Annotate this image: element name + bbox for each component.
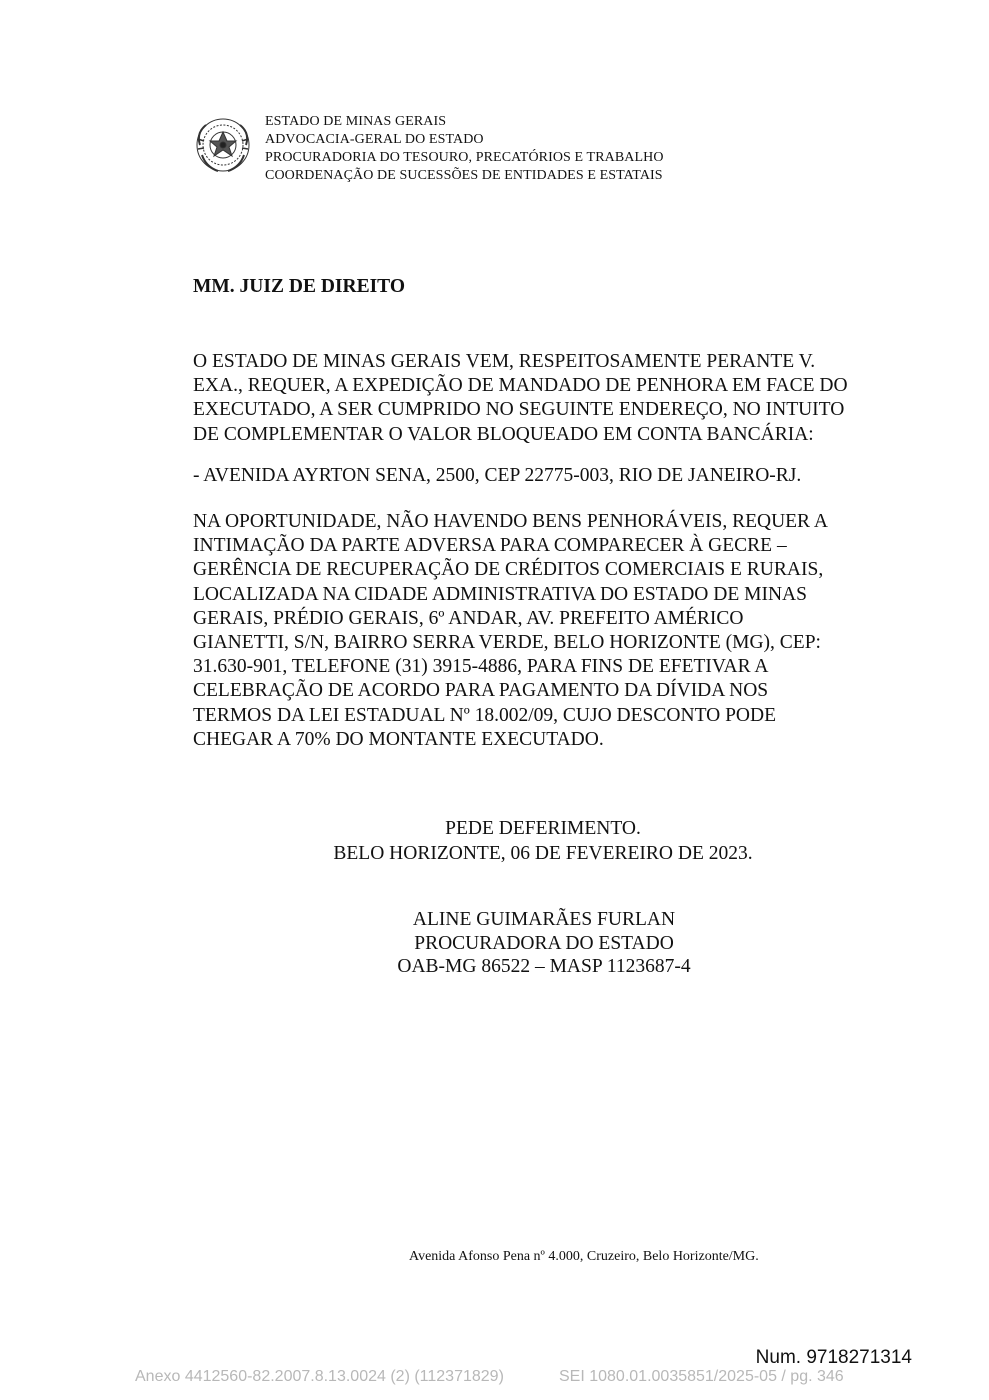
closing-block — [193, 816, 893, 866]
paragraph-line: TERMOS DA LEI ESTADUAL Nº 18.002/09, CUJO DESCONTO PODE — [193, 704, 777, 726]
letterhead-line-state: ESTADO DE MINAS GERAIS — [265, 114, 447, 129]
paragraph-line: DE COMPLEMENTAR O VALOR BLOQUEADO EM CONTA BANCÁRIA: — [193, 423, 814, 445]
address-paragraph — [193, 464, 801, 488]
paragraph-line: CELEBRAÇÃO DE ACORDO PARA PAGAMENTO DA DÍVIDA NOS — [193, 680, 769, 702]
letterhead-line-agency: ADVOCACIA-GERAL DO ESTADO — [265, 132, 484, 147]
signatory-title: PROCURADORA DO ESTADO — [414, 932, 674, 954]
signature-block — [300, 908, 788, 979]
annex-stamp: Anexo 4412560-82.2007.8.13.0024 (2) (112371829) — [135, 1368, 504, 1385]
paragraph-line: GIANETTI, S/N, BAIRRO SERRA VERDE, BELO HORIZONTE (MG), CEP: — [193, 632, 821, 654]
coat-of-arms-icon — [192, 115, 254, 175]
document-number: Num. 9718271314 — [755, 1347, 912, 1368]
closing-place-date: BELO HORIZONTE, 06 DE FEVEREIRO DE 2023. — [333, 843, 753, 864]
paragraph-line: 31.630-901, TELEFONE (31) 3915-4886, PARA FINS DE EFETIVAR A — [193, 656, 769, 678]
paragraph-line: EXECUTADO, A SER CUMPRIDO NO SEGUINTE ENDEREÇO, NO INTUITO — [193, 399, 845, 421]
summons-paragraph — [193, 510, 828, 752]
request-paragraph — [193, 350, 848, 447]
signatory-registration: OAB-MG 86522 – MASP 1123687-4 — [397, 956, 691, 977]
letterhead-line-procuracy: PROCURADORIA DO TESOURO, PRECATÓRIOS E TRABALHO — [265, 150, 664, 165]
closing-request: PEDE DEFERIMENTO. — [445, 818, 641, 839]
letterhead-line-coordination: COORDENAÇÃO DE SUCESSÕES DE ENTIDADES E ESTATAIS — [265, 168, 663, 183]
footer-address: Avenida Afonso Pena nº 4.000, Cruzeiro, Belo Horizonte/MG. — [409, 1249, 759, 1264]
letterhead — [265, 113, 664, 185]
paragraph-line: LOCALIZADA NA CIDADE ADMINISTRATIVA DO ESTADO DE MINAS — [193, 583, 807, 605]
paragraph-line: GERÊNCIA DE RECUPERAÇÃO DE CRÉDITOS COMERCIAIS E RURAIS, — [193, 559, 824, 581]
paragraph-line: EXA., REQUER, A EXPEDIÇÃO DE MANDADO DE PENHORA EM FACE DO — [193, 375, 848, 397]
paragraph-line: GERAIS, PRÉDIO GERAIS, 6º ANDAR, AV. PREFEITO AMÉRICO — [193, 607, 744, 629]
paragraph-line: - AVENIDA AYRTON SENA, 2500, CEP 22775-003, RIO DE JANEIRO-RJ. — [193, 465, 802, 486]
paragraph-line: INTIMAÇÃO DA PARTE ADVERSA PARA COMPARECER À GECRE – — [193, 535, 787, 557]
sei-stamp: SEI 1080.01.0035851/2025-05 / pg. 346 — [559, 1368, 844, 1385]
addressee-heading: MM. JUIZ DE DIREITO — [193, 276, 405, 297]
signatory-name: ALINE GUIMARÃES FURLAN — [412, 909, 676, 930]
paragraph-line: O ESTADO DE MINAS GERAIS VEM, RESPEITOSAMENTE PERANTE V. — [193, 351, 816, 372]
paragraph-line: CHEGAR A 70% DO MONTANTE EXECUTADO. — [193, 728, 604, 750]
paragraph-line: NA OPORTUNIDADE, NÃO HAVENDO BENS PENHORÁVEIS, REQUER A — [193, 511, 828, 532]
